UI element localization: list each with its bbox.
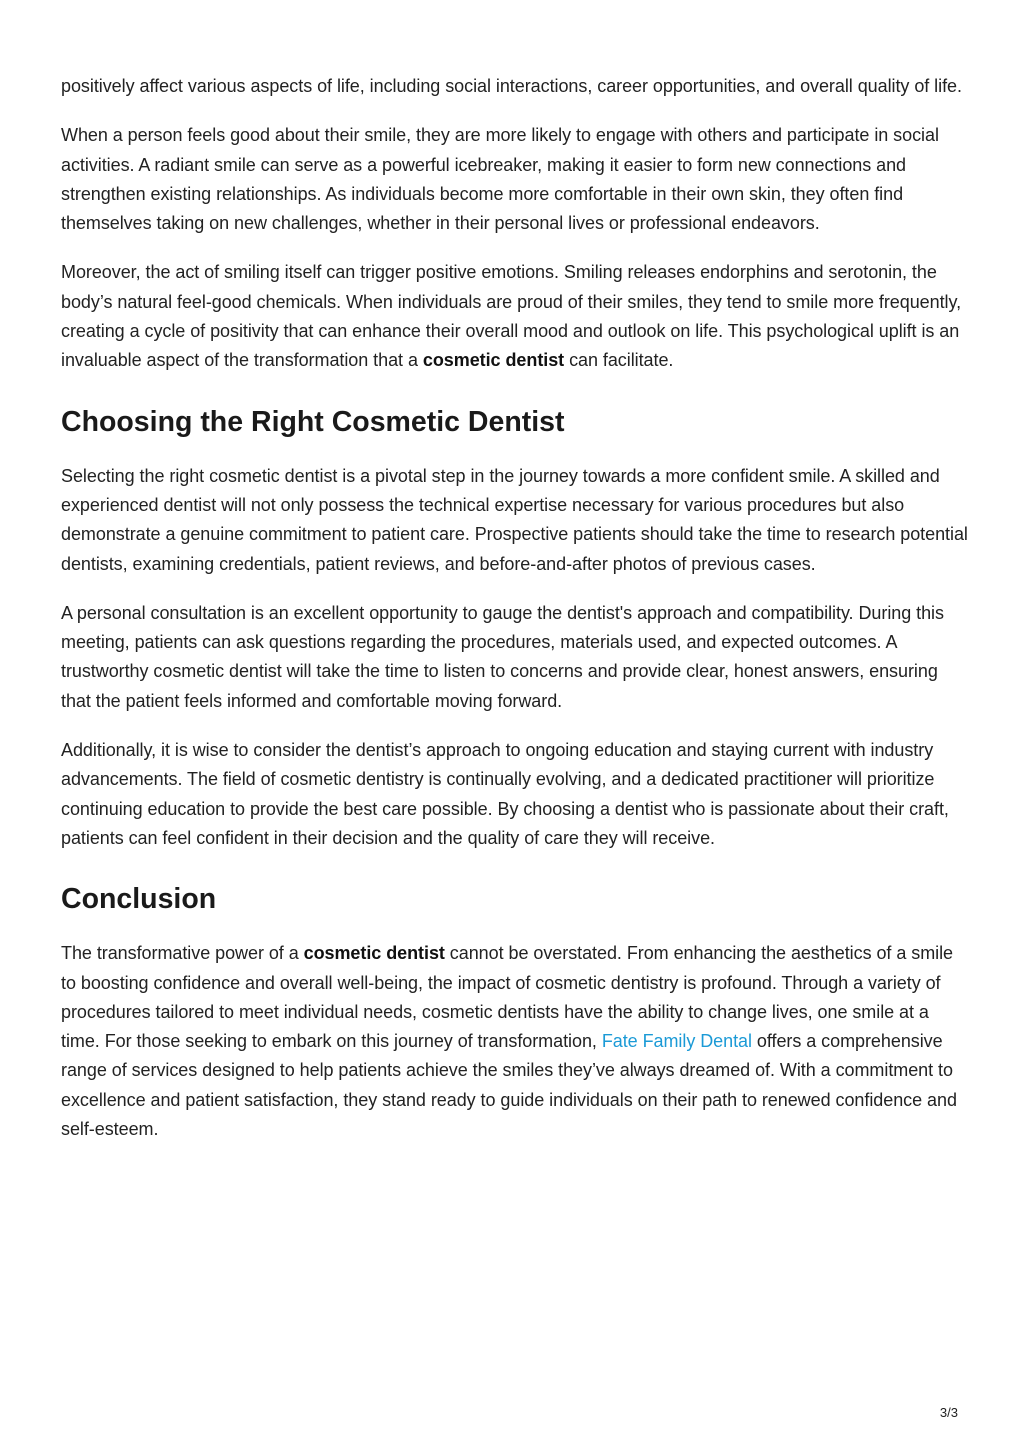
paragraph-text: cannot be overstated. From enhancing the aesthetics of a smile to boosting confidence and overall well-being, the impact of cosmetic dentistry is profound. Through a variety of procedures tailored to meet individual needs, cosmetic dentists have the ability to change lives, one smile at a time. For those seeking to embark on this journey of transformation, — [61, 943, 953, 1052]
paragraph-text: offers a comprehensive range of services designed to help patients achieve the smiles they’ve always dreamed of. With a commitment to excellence and patient satisfaction, they stand ready to guide individuals on their path to renewed confidence and self-esteem. — [61, 1031, 957, 1140]
paragraph-quality-of-life: positively affect various aspects of life, including social interactions, career opportunities, and overall quality of life. — [61, 76, 962, 96]
section-heading-conclusion: Conclusion — [61, 883, 217, 916]
fate-family-dental-link[interactable]: Fate Family Dental — [601, 1031, 752, 1052]
paragraph-selecting-dentist: Selecting the right cosmetic dentist is a pivotal step in the journey towards a more confident smile. A skilled and experienced dentist will not only possess the technical expertise necessary for various procedures but also demonstrate a genuine commitment to patient care. Prospective patients should take the time to research potential dentists, examining credentials, patient reviews, and before-and-after photos of previous cases. — [61, 465, 968, 574]
paragraph-consultation: A personal consultation is an excellent opportunity to gauge the dentist's approach and compatibility. During this meeting, patients can ask questions regarding the procedures, materials used, and expected outcomes. A trustworthy cosmetic dentist will take the time to listen to concerns and provide clear, honest answers, ensuring that the patient feels informed and comfortable moving forward. — [61, 602, 944, 711]
paragraph-text: can facilitate. — [564, 350, 674, 371]
paragraph-text: Moreover, the act of smiling itself can trigger positive emotions. Smiling releases endorphins and serotonin, the body’s natural feel-good chemicals. When individuals are proud of their smiles, they tend to smile more frequently, creating a cycle of positivity that can enhance their overall mood and outlook on life. This psychological uplift is an invaluable aspect of the transformation that a — [61, 262, 962, 371]
page-number: 3/3 — [939, 1405, 958, 1420]
section-heading-choosing: Choosing the Right Cosmetic Dentist — [61, 405, 565, 438]
paragraph-conclusion — [61, 939, 969, 1144]
paragraph-ongoing-education: Additionally, it is wise to consider the dentist’s approach to ongoing education and staying current with industry advancements. The field of cosmetic dentistry is continually evolving, and a dedicated practitioner will prioritize continuing education to provide the best care possible. By choosing a dentist who is passionate about their craft, patients can feel confident in their decision and the quality of care they will receive. — [61, 740, 949, 848]
document-page — [61, 72, 969, 1164]
paragraph-text: The transformative power of a — [61, 943, 304, 964]
bold-keyword: cosmetic dentist — [422, 350, 565, 371]
bold-keyword: cosmetic dentist — [303, 943, 445, 964]
paragraph-positive-emotions — [61, 258, 969, 375]
paragraph-social-engagement: When a person feels good about their smile, they are more likely to engage with others and participate in social activities. A radiant smile can serve as a powerful icebreaker, making it easier to form new connections and strengthen existing relationships. As individuals become more comfortable in their own skin, they often find themselves taking on new challenges, whether in their personal lives or professional endeavors. — [61, 125, 939, 234]
